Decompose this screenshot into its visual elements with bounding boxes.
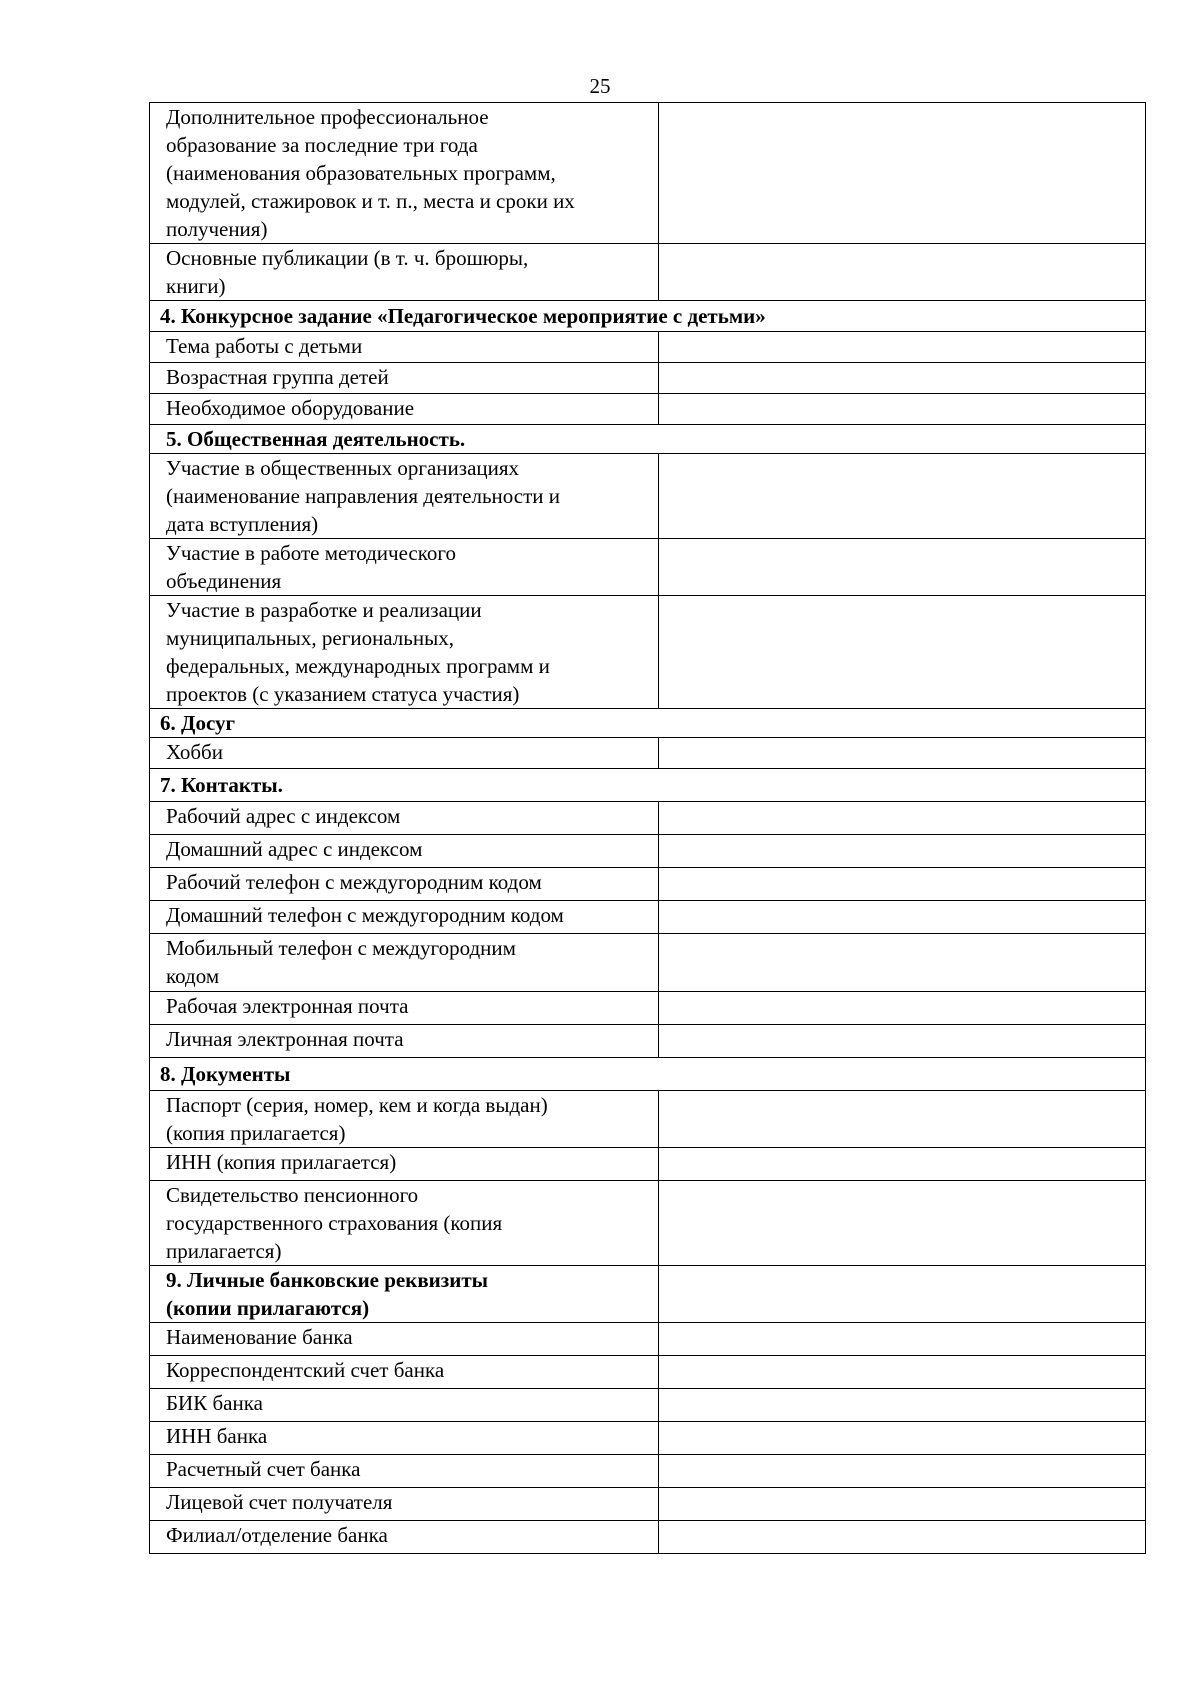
field-label-personal-account: Лицевой счет получателя	[150, 1488, 659, 1521]
table-row	[150, 934, 1146, 992]
section-header-row	[150, 425, 1146, 454]
section-header-row	[150, 709, 1146, 738]
field-label-home-address: Домашний адрес с индексом	[150, 835, 659, 868]
field-value-age-group[interactable]	[659, 363, 1146, 394]
table-row	[150, 363, 1146, 394]
table-row	[150, 835, 1146, 868]
field-value-methodical-association[interactable]	[659, 539, 1146, 596]
field-label-work-email: Рабочая электронная почта	[150, 992, 659, 1025]
field-label-correspondent-account: Корреспондентский счет банка	[150, 1356, 659, 1389]
field-label-pension-certificate: Свидетельство пенсионного государственного страхования (копия прилагается)	[150, 1181, 659, 1266]
field-value-personal-email[interactable]	[659, 1025, 1146, 1058]
field-value-settlement-account[interactable]	[659, 1455, 1146, 1488]
table-row	[150, 596, 1146, 709]
field-label-bank-name: Наименование банка	[150, 1323, 659, 1356]
page-number: 25	[589, 74, 611, 98]
field-value-mobile-phone[interactable]	[659, 934, 1146, 992]
field-value-bank-inn[interactable]	[659, 1422, 1146, 1455]
field-value-personal-account[interactable]	[659, 1488, 1146, 1521]
field-label-mobile-phone: Мобильный телефон с междугородним кодом	[150, 934, 659, 992]
field-value-work-email[interactable]	[659, 992, 1146, 1025]
table-row	[150, 738, 1146, 769]
field-value-work-phone[interactable]	[659, 868, 1146, 901]
field-label-work-phone: Рабочий телефон с междугородним кодом	[150, 868, 659, 901]
section-header-row	[150, 769, 1146, 802]
field-label-hobby: Хобби	[150, 738, 659, 769]
field-label-settlement-account: Расчетный счет банка	[150, 1455, 659, 1488]
section-heading-public-activity: 5. Общественная деятельность.	[150, 425, 1146, 454]
field-value-work-address[interactable]	[659, 802, 1146, 835]
table-row	[150, 1091, 1146, 1148]
field-value-correspondent-account[interactable]	[659, 1356, 1146, 1389]
table-row	[150, 1323, 1146, 1356]
table-row	[150, 868, 1146, 901]
field-label-equipment: Необходимое оборудование	[150, 394, 659, 425]
field-label-professional-education: Дополнительное профессиональное образование за последние три года (наименования образовательных программ, модулей, стажировок и т. п., места и сроки их получения)	[150, 103, 659, 244]
field-label-work-topic: Тема работы с детьми	[150, 332, 659, 363]
section-header-row	[150, 301, 1146, 332]
table-row	[150, 1455, 1146, 1488]
table-row	[150, 1422, 1146, 1455]
field-value-bank-branch[interactable]	[659, 1521, 1146, 1554]
field-value-bik[interactable]	[659, 1389, 1146, 1422]
application-form-table	[149, 102, 1146, 1554]
table-row	[150, 244, 1146, 301]
field-value-equipment[interactable]	[659, 394, 1146, 425]
field-value-programs-participation[interactable]	[659, 596, 1146, 709]
field-value-public-organizations[interactable]	[659, 454, 1146, 539]
field-value-home-address[interactable]	[659, 835, 1146, 868]
table-row	[150, 539, 1146, 596]
table-row	[150, 901, 1146, 934]
table-row	[150, 454, 1146, 539]
field-value-work-topic[interactable]	[659, 332, 1146, 363]
table-row	[150, 1488, 1146, 1521]
section-heading-competition-task: 4. Конкурсное задание «Педагогическое мероприятие с детьми»	[150, 301, 1146, 332]
table-row	[150, 332, 1146, 363]
table-row	[150, 992, 1146, 1025]
field-value-passport[interactable]	[659, 1091, 1146, 1148]
table-row	[150, 1181, 1146, 1266]
table-row	[150, 1025, 1146, 1058]
field-value-inn[interactable]	[659, 1148, 1146, 1181]
field-label-passport: Паспорт (серия, номер, кем и когда выдан) (копия прилагается)	[150, 1091, 659, 1148]
field-label-bank-inn: ИНН банка	[150, 1422, 659, 1455]
table-row	[150, 1356, 1146, 1389]
section-header-row	[150, 1058, 1146, 1091]
field-label-work-address: Рабочий адрес с индексом	[150, 802, 659, 835]
field-label-publications: Основные публикации (в т. ч. брошюры, книги)	[150, 244, 659, 301]
section-heading-documents: 8. Документы	[150, 1058, 1146, 1091]
field-label-age-group: Возрастная группа детей	[150, 363, 659, 394]
field-label-inn: ИНН (копия прилагается)	[150, 1148, 659, 1181]
table-row	[150, 394, 1146, 425]
field-value-bank-details[interactable]	[659, 1266, 1146, 1323]
table-row	[150, 1148, 1146, 1181]
field-label-programs-participation: Участие в разработке и реализации муниципальных, региональных, федеральных, международных программ и проектов (с указанием статуса участия)	[150, 596, 659, 709]
field-value-pension-certificate[interactable]	[659, 1181, 1146, 1266]
field-label-bik: БИК банка	[150, 1389, 659, 1422]
field-value-hobby[interactable]	[659, 738, 1146, 769]
field-value-home-phone[interactable]	[659, 901, 1146, 934]
table-row	[150, 103, 1146, 244]
section-header-row	[150, 1266, 1146, 1323]
section-heading-contacts: 7. Контакты.	[150, 769, 1146, 802]
field-label-bank-branch: Филиал/отделение банка	[150, 1521, 659, 1554]
table-row	[150, 1521, 1146, 1554]
table-row	[150, 802, 1146, 835]
field-label-methodical-association: Участие в работе методического объединения	[150, 539, 659, 596]
field-value-publications[interactable]	[659, 244, 1146, 301]
field-value-bank-name[interactable]	[659, 1323, 1146, 1356]
table-row	[150, 1389, 1146, 1422]
field-label-home-phone: Домашний телефон с междугородним кодом	[150, 901, 659, 934]
field-label-public-organizations: Участие в общественных организациях (наименование направления деятельности и дата вступления)	[150, 454, 659, 539]
field-value-professional-education[interactable]	[659, 103, 1146, 244]
field-label-personal-email: Личная электронная почта	[150, 1025, 659, 1058]
section-heading-bank-details: 9. Личные банковские реквизиты (копии прилагаются)	[150, 1266, 659, 1323]
section-heading-leisure: 6. Досуг	[150, 709, 1146, 738]
